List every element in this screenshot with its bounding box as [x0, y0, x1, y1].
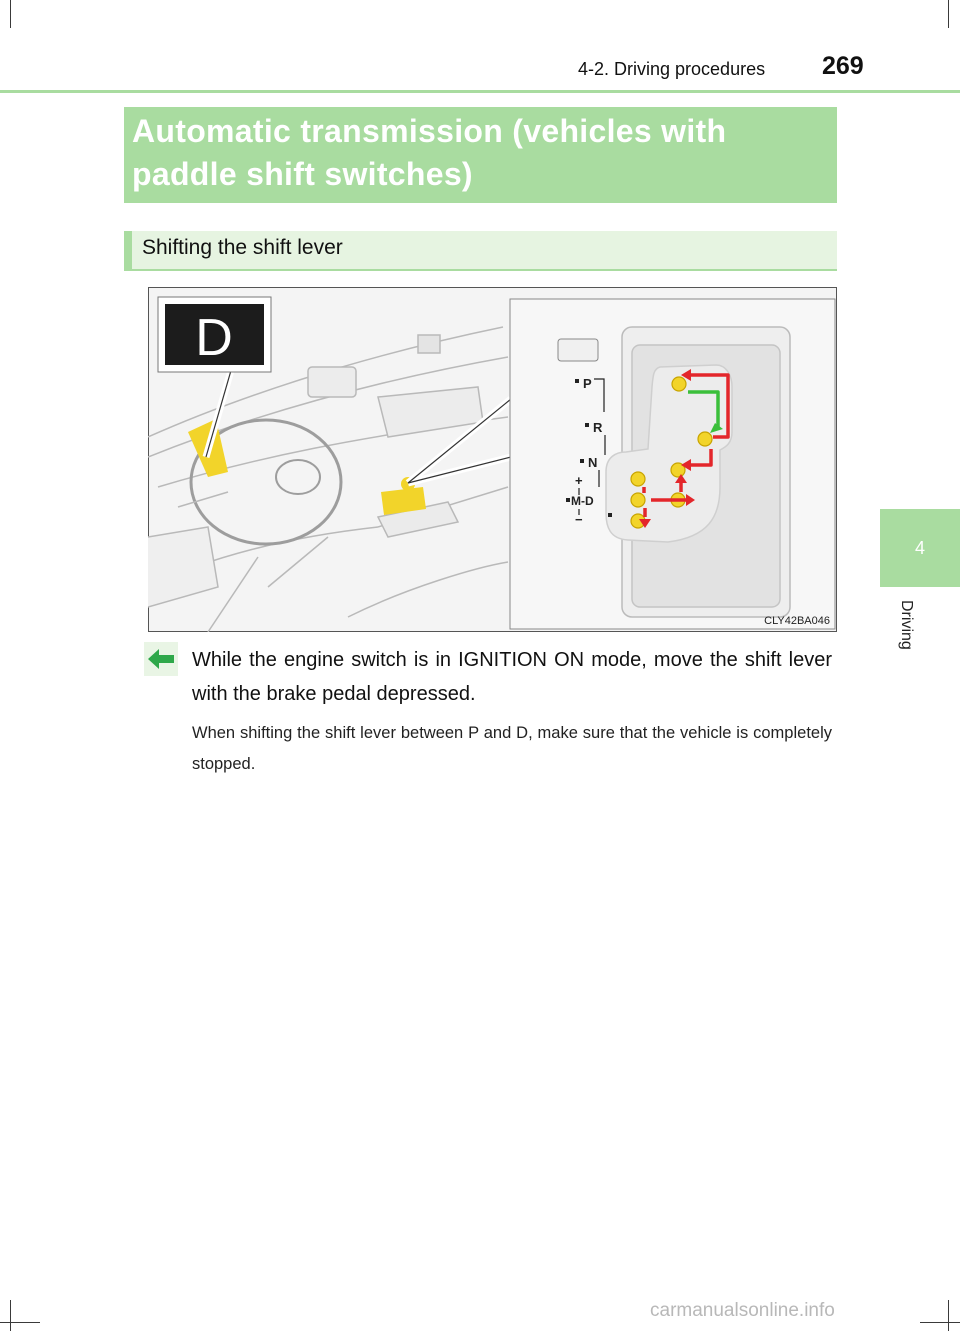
- section-banner: [124, 107, 837, 203]
- subsection-rule: [124, 269, 837, 271]
- subsection-heading: [124, 231, 837, 271]
- gate-label-p: P: [583, 376, 592, 391]
- pointer-arrow-marker: [144, 642, 178, 676]
- gate-label-plus: +: [575, 473, 583, 488]
- subsection-title: Shifting the shift lever: [142, 236, 343, 259]
- instruction-note: When shifting the shift lever between P and D, make sure that the vehicle is completely stopped.: [192, 724, 832, 773]
- gate-label-n: N: [588, 455, 598, 470]
- crop-mark: [948, 1300, 949, 1331]
- shift-lever-illustration: [148, 287, 837, 632]
- crop-mark: [920, 1322, 960, 1323]
- gear-indicator-letter: D: [195, 309, 233, 367]
- section-title: Automatic transmission (vehicles with paddle shift switches): [132, 113, 727, 192]
- subsection-bar: [124, 231, 132, 271]
- crop-mark: [948, 0, 949, 28]
- crop-mark: [10, 0, 11, 28]
- gate-label-r: R: [593, 420, 603, 435]
- footer-watermark: carmanualsonline.info: [650, 1300, 835, 1321]
- gate-label-minus: −: [575, 512, 583, 527]
- chapter-label: Driving: [898, 600, 915, 650]
- running-header-section: 4-2. Driving procedures: [578, 59, 766, 79]
- page-number: 269: [822, 52, 864, 80]
- chapter-number: 4: [914, 537, 925, 558]
- chapter-tab[interactable]: [880, 509, 960, 587]
- figure-code: CLY42BA046: [764, 615, 830, 627]
- gate-label-md: M-D: [571, 494, 594, 508]
- header-rule: [0, 90, 960, 93]
- crop-mark: [0, 1322, 40, 1323]
- crop-mark: [10, 1300, 11, 1331]
- left-arrow-icon: [144, 642, 178, 676]
- instruction-text: While the engine switch is in IGNITION ON mode, move the shift lever with the brake pedal depressed.: [192, 649, 832, 705]
